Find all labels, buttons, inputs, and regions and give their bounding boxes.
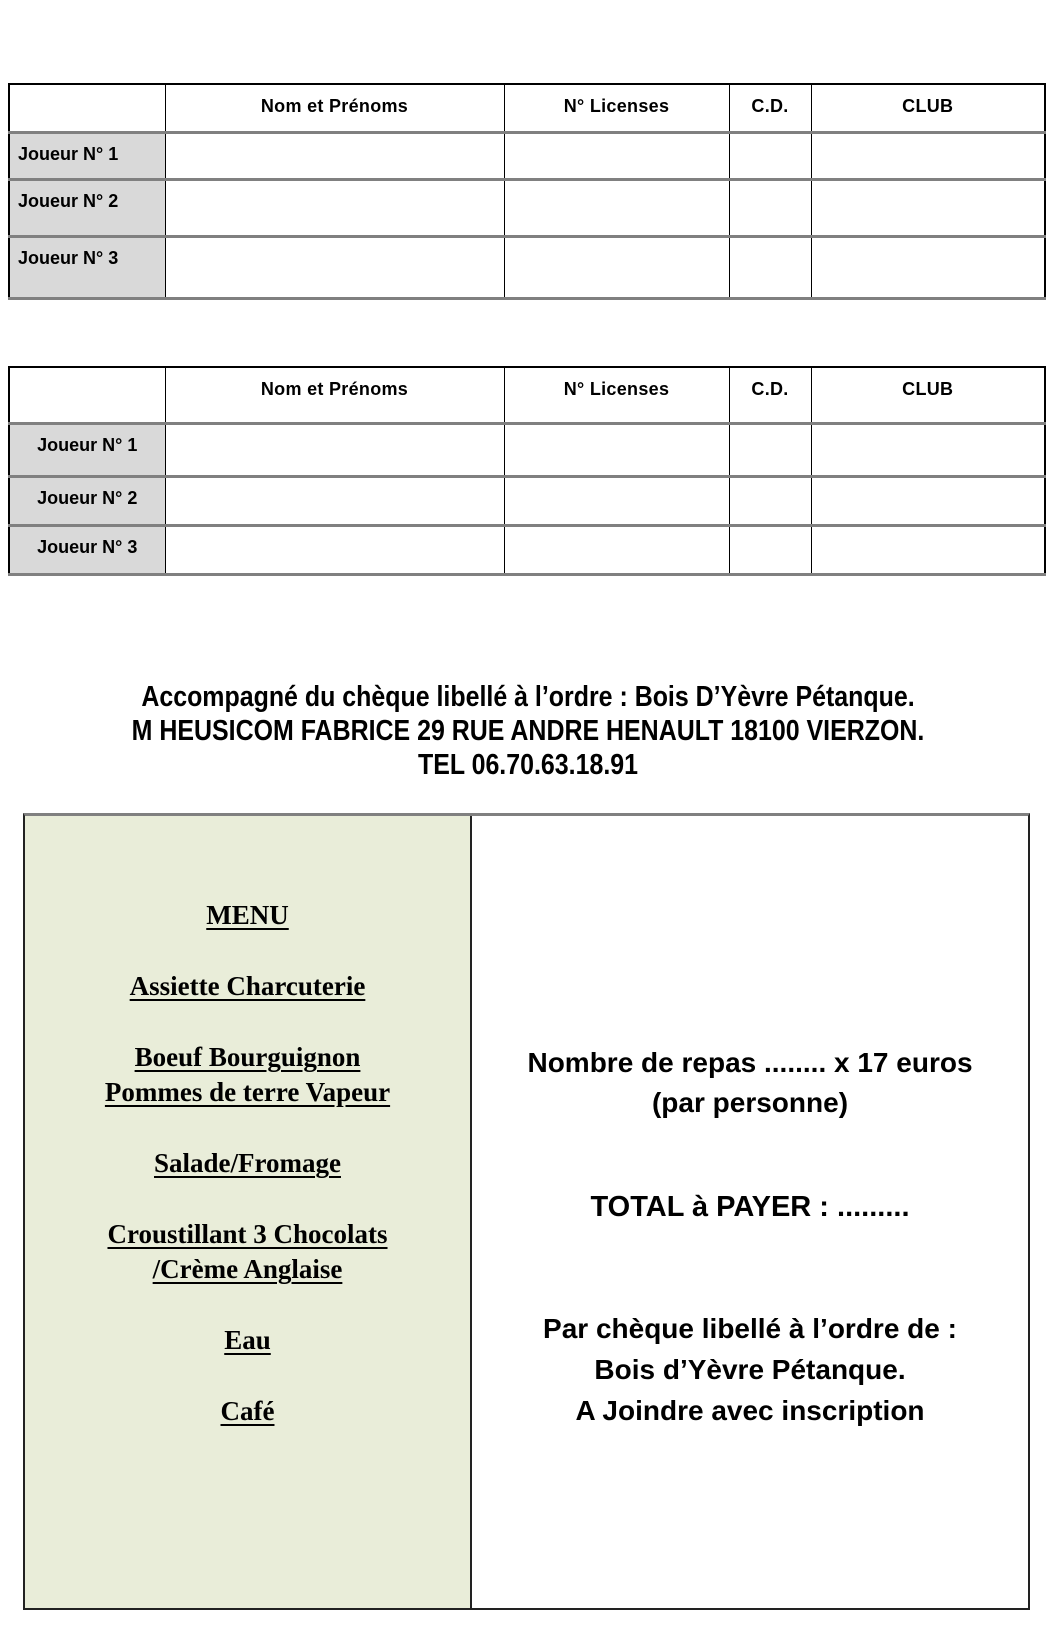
players-table-2 bbox=[8, 366, 1046, 576]
cheque-instructions-block bbox=[472, 1308, 1028, 1431]
row-label-joueur-1: Joueur N° 1 bbox=[9, 132, 165, 179]
table2-r3-club-field[interactable] bbox=[811, 525, 1045, 574]
table1-r2-cd-field[interactable] bbox=[729, 179, 811, 236]
table2-r2-club-field[interactable] bbox=[811, 476, 1045, 525]
menu-item-croustillant-chocolats: Croustillant 3 Chocolats /Crème Anglaise bbox=[107, 1219, 388, 1284]
table2-header-licenses: N° Licenses bbox=[504, 367, 729, 423]
table1-r1-cd-field[interactable] bbox=[729, 132, 811, 179]
cheque-notice-line-2: M HEUSICOM FABRICE 29 RUE ANDRE HENAULT 18100 VIERZON. bbox=[131, 715, 925, 747]
table1-corner-cell bbox=[9, 84, 165, 132]
table1-r3-club-field[interactable] bbox=[811, 236, 1045, 298]
menu-payment-box bbox=[23, 813, 1030, 1610]
total-to-pay-line: TOTAL à PAYER : ......... bbox=[590, 1191, 910, 1223]
table2-r2-nom-field[interactable] bbox=[165, 476, 504, 525]
menu-item-boeuf-bourguignon: Boeuf Bourguignon Pommes de terre Vapeur bbox=[104, 1042, 391, 1107]
table1-r1-nom-field[interactable] bbox=[165, 132, 504, 179]
row-label-joueur-2: Joueur N° 2 bbox=[9, 179, 165, 236]
table2-r1-club-field[interactable] bbox=[811, 423, 1045, 476]
meals-count-block bbox=[472, 1043, 1028, 1123]
table2-corner-cell bbox=[9, 367, 165, 423]
row-label-joueur-3: Joueur N° 3 bbox=[9, 525, 165, 574]
table1-header-row bbox=[9, 84, 1045, 132]
table2-header-nom-et-prenoms: Nom et Prénoms bbox=[165, 367, 504, 423]
table2-header-row bbox=[9, 367, 1045, 423]
menu-item-eau: Eau bbox=[224, 1325, 271, 1355]
cheque-instruction-line-1: Par chèque libellé à l’ordre de : bbox=[543, 1313, 957, 1344]
menu-item-salade-fromage: Salade/Fromage bbox=[154, 1148, 341, 1178]
table2-r2-cd-field[interactable] bbox=[729, 476, 811, 525]
table1-header-nom-et-prenoms: Nom et Prénoms bbox=[165, 84, 504, 132]
table1-r3-cd-field[interactable] bbox=[729, 236, 811, 298]
cheque-notice bbox=[74, 680, 982, 782]
table1-header-club: CLUB bbox=[811, 84, 1045, 132]
table1-r3-nom-field[interactable] bbox=[165, 236, 504, 298]
cheque-notice-line-3: TEL 06.70.63.18.91 bbox=[417, 749, 638, 781]
table2-r3-license-field[interactable] bbox=[504, 525, 729, 574]
menu-title: MENU bbox=[206, 900, 289, 930]
table2-r1-cd-field[interactable] bbox=[729, 423, 811, 476]
meals-count-line: Nombre de repas ........ x 17 euros bbox=[527, 1047, 973, 1078]
table1-row-joueur-3 bbox=[9, 236, 1045, 298]
table2-row-joueur-3 bbox=[9, 525, 1045, 574]
payment-panel bbox=[472, 816, 1028, 1608]
table1-header-cd: C.D. bbox=[729, 84, 811, 132]
menu-item-cafe: Café bbox=[220, 1396, 275, 1426]
table1-r1-club-field[interactable] bbox=[811, 132, 1045, 179]
per-person-line: (par personne) bbox=[651, 1087, 849, 1118]
menu-panel bbox=[25, 816, 472, 1608]
table1-r2-nom-field[interactable] bbox=[165, 179, 504, 236]
table2-header-cd: C.D. bbox=[729, 367, 811, 423]
table2-header-club: CLUB bbox=[811, 367, 1045, 423]
table1-row-joueur-2 bbox=[9, 179, 1045, 236]
table2-r3-cd-field[interactable] bbox=[729, 525, 811, 574]
cheque-instruction-line-3: A Joindre avec inscription bbox=[575, 1395, 925, 1426]
table1-header-licenses: N° Licenses bbox=[504, 84, 729, 132]
menu-item-assiette-charcuterie: Assiette Charcuterie bbox=[129, 971, 366, 1001]
table2-row-joueur-2 bbox=[9, 476, 1045, 525]
table2-r1-nom-field[interactable] bbox=[165, 423, 504, 476]
cheque-notice-line-1: Accompagné du chèque libellé à l’ordre : Bois D’Yèvre Pétanque. bbox=[141, 681, 915, 713]
table1-r1-license-field[interactable] bbox=[504, 132, 729, 179]
players-table-1 bbox=[8, 83, 1046, 300]
row-label-joueur-1: Joueur N° 1 bbox=[9, 423, 165, 476]
table1-r2-license-field[interactable] bbox=[504, 179, 729, 236]
table1-r2-club-field[interactable] bbox=[811, 179, 1045, 236]
table1-row-joueur-1 bbox=[9, 132, 1045, 179]
table2-r1-license-field[interactable] bbox=[504, 423, 729, 476]
row-label-joueur-3: Joueur N° 3 bbox=[9, 236, 165, 298]
table2-row-joueur-1 bbox=[9, 423, 1045, 476]
table1-r3-license-field[interactable] bbox=[504, 236, 729, 298]
table2-r2-license-field[interactable] bbox=[504, 476, 729, 525]
row-label-joueur-2: Joueur N° 2 bbox=[9, 476, 165, 525]
table2-r3-nom-field[interactable] bbox=[165, 525, 504, 574]
cheque-instruction-line-2: Bois d’Yèvre Pétanque. bbox=[594, 1354, 906, 1385]
